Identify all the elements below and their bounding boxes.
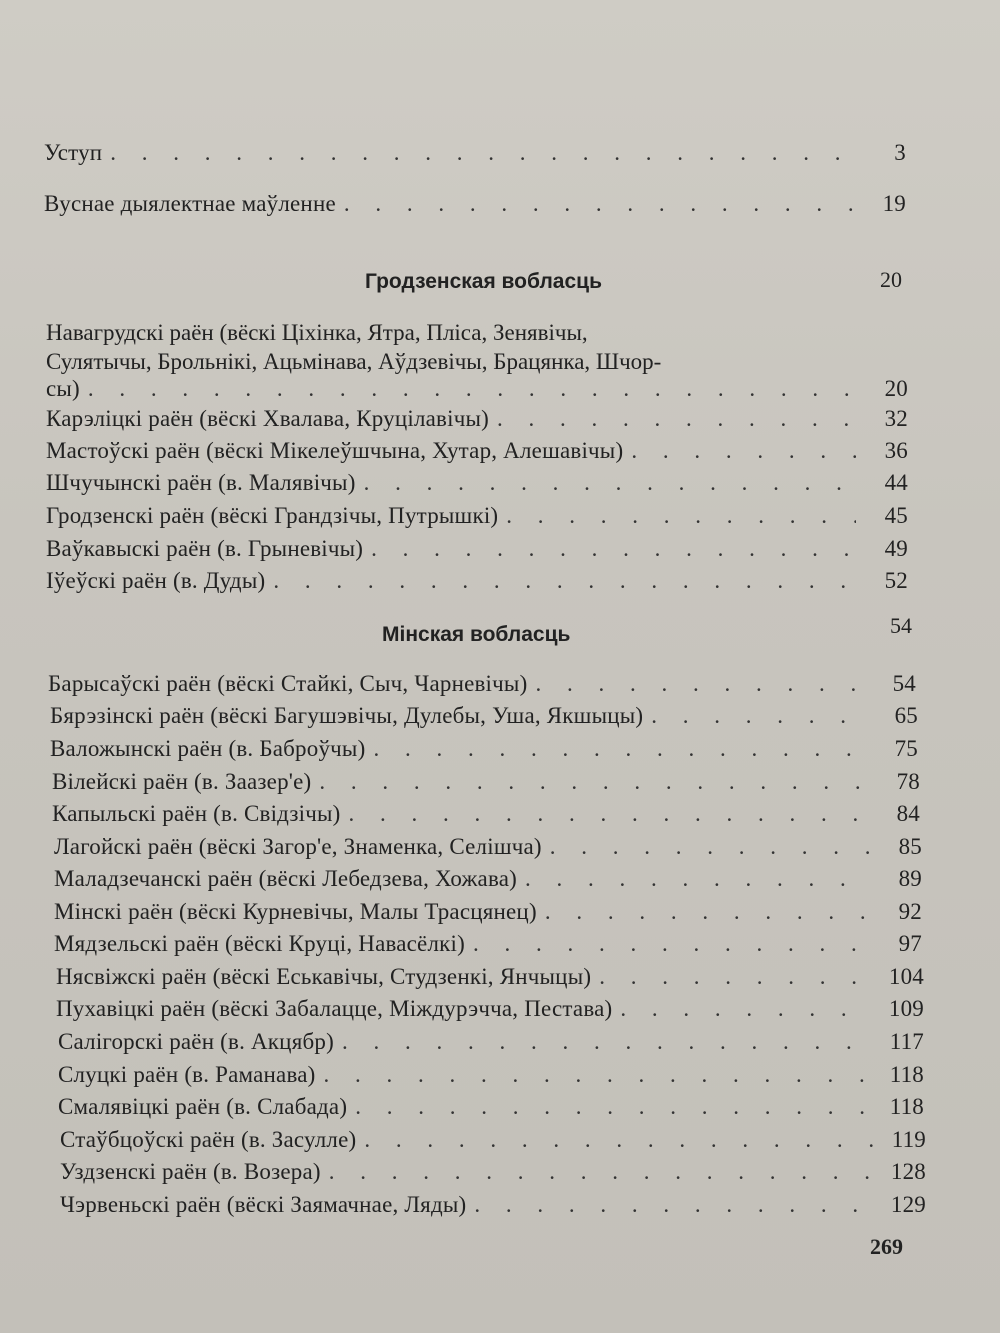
- toc-entry: Мінскі раён (вёскі Курневічы, Малы Трасцянец) . . . 92: [54, 899, 922, 925]
- toc-entry: Гродзенскі раён (вёскі Грандзічы, Путрышкі) . . . 45: [46, 503, 908, 529]
- toc-entry: Іўеўскі раён (в. Дуды) . . . 52: [46, 568, 908, 594]
- toc-entry-oral-speech: Вуснае дыялектнае маўленне . . . 19: [44, 191, 906, 217]
- toc-entry: Карэліцкі раён (вёскі Хвалава, Круцілавічы) . . . 32: [46, 406, 908, 432]
- toc-entry: Мастоўскі раён (вёскі Мікелеўшчына, Хутар, Алешавічы) . . . 36: [46, 438, 908, 464]
- toc-entry-navahrudak: Навагрудскі раён (вёскі Ціхінка, Ятра, Пліса, Зенявічы, Сулятычы, Брольнікі, Ацьмінава, Аўдзевічы, Брацянка, Шчор-: [46, 320, 662, 374]
- section-heading-grodna: Гродзенская вобласць: [365, 270, 602, 293]
- toc-entry: Чэрвеньскі раён (вёскі Заямачнае, Ляды) . . . 129: [60, 1192, 926, 1218]
- toc-entry: Слуцкі раён (в. Раманава) . . . 118: [58, 1062, 924, 1088]
- page-number: 269: [870, 1234, 903, 1259]
- toc-entry: Нясвіжскі раён (вёскі Еськавічы, Студзенкі, Янчыцы) . . . 104: [56, 964, 924, 990]
- toc-entry-intro: Уступ . . . 3: [44, 140, 906, 166]
- section-page-minsk: 54: [890, 613, 912, 638]
- toc-entry: Барысаўскі раён (вёскі Стайкі, Сыч, Чарневічы) . . . 54: [48, 671, 916, 697]
- toc-entry: Смалявіцкі раён (в. Слабада) . . . 118: [58, 1094, 924, 1120]
- toc-entry: Шчучынскі раён (в. Малявічы) . . . 44: [46, 470, 908, 496]
- toc-entry: Стаўбцоўскі раён (в. Засулле) . . . 119: [60, 1127, 926, 1153]
- toc-entry: Вілейскі раён (в. Заазер'е) . . . 78: [52, 769, 920, 795]
- toc-entry: Лагойскі раён (вёскі Загор'е, Знаменка, Селішча) . . . 85: [54, 834, 922, 860]
- toc-entry: Маладзечанскі раён (вёскі Лебедзева, Хожава) . . . 89: [54, 866, 922, 892]
- toc-entry: Мядзельскі раён (вёскі Круці, Навасёлкі) . . . 97: [54, 931, 922, 957]
- section-page-grodna: 20: [880, 267, 902, 292]
- toc-entry: Салігорскі раён (в. Акцябр) . . . 117: [58, 1029, 924, 1055]
- toc-entry: Ваўкавыскі раён (в. Грыневічы) . . . 49: [46, 536, 908, 562]
- toc-entry-navahrudak-end: сы) . . . 20: [46, 376, 908, 402]
- section-heading-minsk: Мінская вобласць: [382, 623, 571, 646]
- toc-entry: Капыльскі раён (в. Свідзічы) . . . 84: [52, 801, 920, 827]
- toc-entry: Пухавіцкі раён (вёскі Забалацце, Міждурэчча, Пестава) . . . 109: [56, 996, 924, 1022]
- toc-entry: Уздзенскі раён (в. Возера) . . . 128: [60, 1159, 926, 1185]
- toc-entry: Валожынскі раён (в. Баброўчы) . . . 75: [50, 736, 918, 762]
- toc-entry: Бярэзінскі раён (вёскі Багушэвічы, Дулебы, Уша, Якшыцы) . . . 65: [50, 703, 918, 729]
